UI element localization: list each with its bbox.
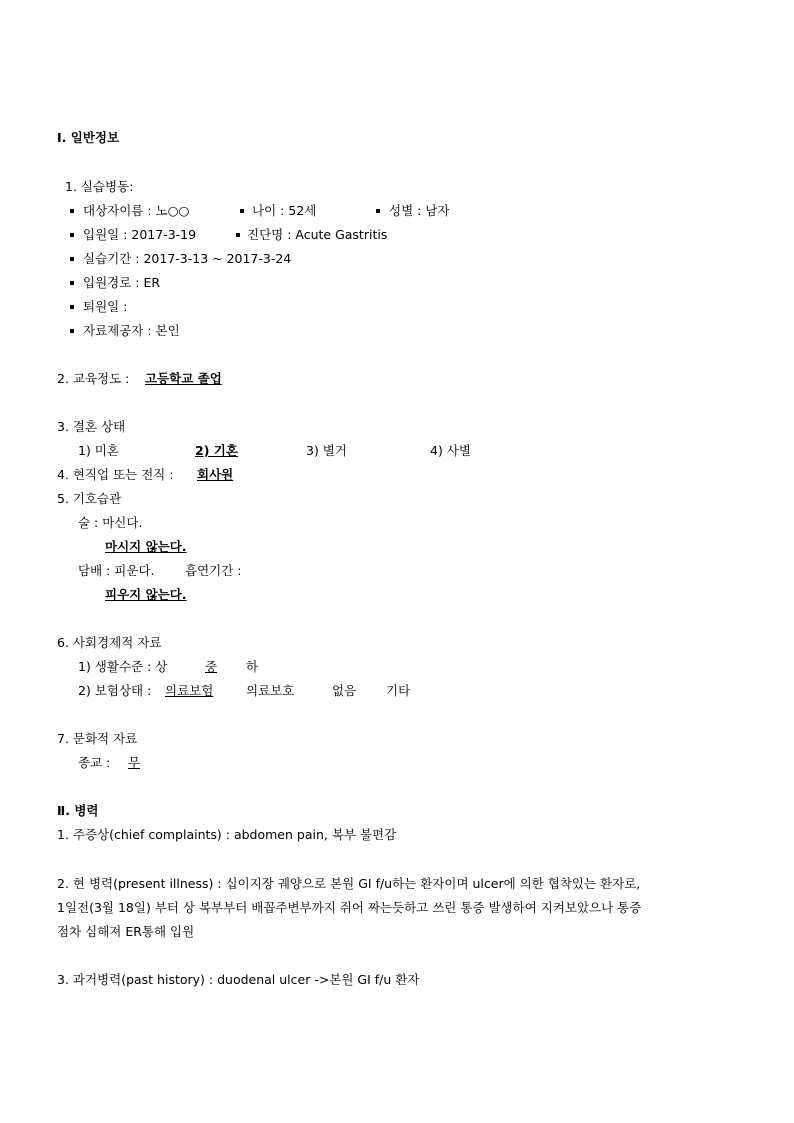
present-illness-line-1: 2. 현 병력(present illness) : 십이지장 궤양으로 본원 GI f/u하는 환자이며 ulcer에 의한 협착있는 환자로, (57, 876, 641, 891)
admission-route: 입원경로 : ER (83, 275, 161, 290)
section-2-heading: Ⅱ. 병력 (57, 803, 99, 818)
religion-label: 종교 : (78, 755, 111, 770)
insurance-other: 기타 (386, 683, 411, 698)
religion-value: 무 (128, 755, 141, 770)
alcohol-answer: 마시지 않는다. (105, 539, 187, 554)
smoking: 담배 : 피운다. (78, 563, 155, 578)
bullet-icon (240, 209, 244, 213)
bullet-icon (70, 329, 74, 333)
bullet-icon (376, 209, 380, 213)
insurance-medical-aid: 의료보호 (246, 683, 295, 698)
present-illness-line-2: 1일전(3월 18일) 부터 상 복부부터 배꼽주변부까지 쥐어 짜는듯하고 쓰린 통증 발생하여 지켜보았으나 통증 (57, 900, 642, 915)
discharge-date: 퇴원일 : (83, 299, 128, 314)
habits-title: 5. 기호습관 (57, 491, 122, 506)
alcohol: 술 : 마신다. (78, 515, 143, 530)
informant: 자료제공자 : 본인 (83, 323, 180, 338)
section-1-heading: Ⅰ. 일반정보 (57, 130, 120, 145)
smoking-period: 흡연기간 : (185, 563, 242, 578)
education-value: 고등학교 졸업 (145, 371, 222, 386)
smoking-answer: 피우지 않는다. (105, 587, 187, 602)
ward-title: 1. 실습병동: (65, 179, 134, 194)
past-history: 3. 과거병력(past history) : duodenal ulcer ->본원 GI f/u 환자 (57, 972, 420, 987)
occupation-value: 회사원 (197, 467, 234, 482)
practice-period: 실습기간 : 2017-3-13 ~ 2017-3-24 (83, 251, 292, 266)
living-standard-label: 1) 생활수준 : 상 (78, 659, 168, 674)
patient-name: 대상자이름 : 노○○ (83, 203, 190, 218)
marital-option-single: 1) 미혼 (78, 443, 119, 458)
insurance-selected: 의료보험 (165, 683, 214, 698)
bullet-icon (70, 233, 74, 237)
present-illness-line-3: 점차 심해져 ER통해 입원 (57, 924, 195, 939)
living-standard-selected: 중 (205, 659, 218, 674)
marital-title: 3. 결혼 상태 (57, 419, 126, 434)
living-standard-low: 하 (246, 659, 259, 674)
bullet-icon (70, 281, 74, 285)
insurance-label: 2) 보험상태 : (78, 683, 152, 698)
socioeconomic-title: 6. 사회경제적 자료 (57, 635, 162, 650)
bullet-icon (70, 305, 74, 309)
marital-option-married: 2) 기혼 (195, 443, 238, 458)
patient-sex: 성별 : 남자 (389, 203, 450, 218)
bullet-icon (236, 233, 240, 237)
education-label: 2. 교육정도 : (57, 371, 130, 386)
patient-age: 나이 : 52세 (252, 203, 317, 218)
occupation-label: 4. 현직업 또는 전직 : (57, 467, 174, 482)
insurance-none: 없음 (332, 683, 357, 698)
bullet-icon (70, 209, 74, 213)
bullet-icon (70, 257, 74, 261)
marital-option-separated: 3) 별거 (306, 443, 347, 458)
diagnosis: 진단명 : Acute Gastritis (247, 227, 388, 242)
marital-option-widowed: 4) 사별 (430, 443, 471, 458)
culture-title: 7. 문화적 자료 (57, 731, 138, 746)
chief-complaint: 1. 주증상(chief complaints) : abdomen pain, 복부 불편감 (57, 827, 397, 842)
admission-date: 입원일 : 2017-3-19 (83, 227, 197, 242)
